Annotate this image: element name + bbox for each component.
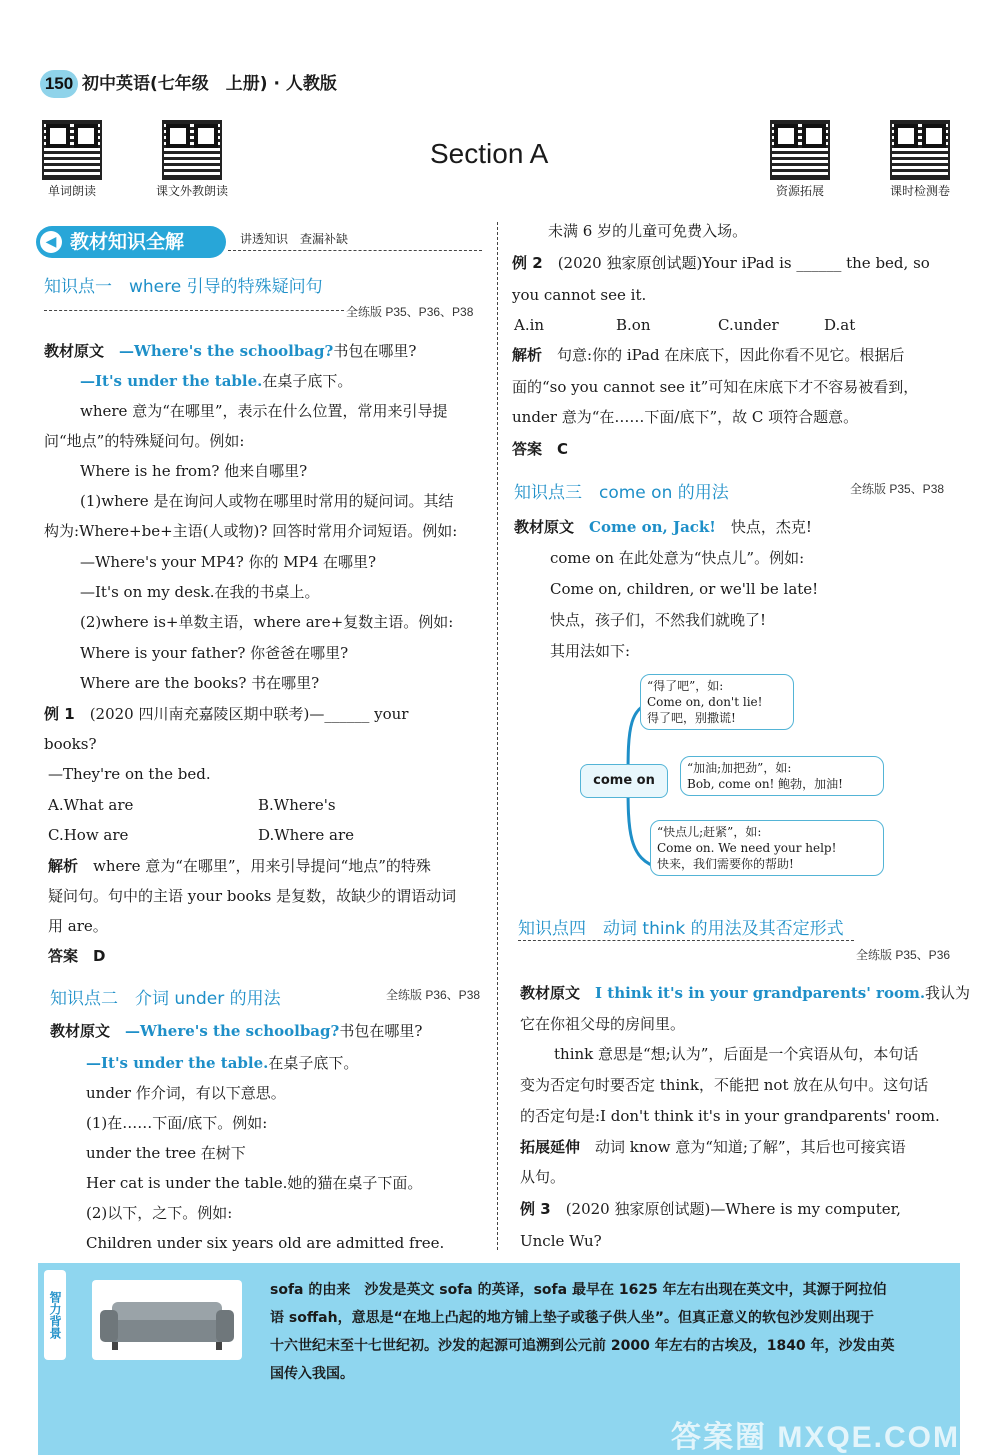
option: B.Where's <box>258 796 336 814</box>
diagram-center: come on <box>580 764 668 798</box>
text-line: —It's under the table.在桌子底下。 <box>80 372 353 390</box>
text-line: (1)在……下面/底下。例如: <box>86 1114 268 1132</box>
text-line: (2)以下，之下。例如: <box>86 1204 233 1222</box>
text-line: 教材原文 I think it's in your grandparents' room.我认为 <box>520 984 971 1002</box>
speaker-icon: ◀ <box>40 231 62 253</box>
text-line: 快点，孩子们，不然我们就晚了! <box>550 611 767 629</box>
text-line: under 意为“在……下面/底下”，故 C 项符合题意。 <box>512 408 859 426</box>
text-line: Where is your father? 你爸爸在哪里? <box>80 644 349 662</box>
qr-code-icon[interactable] <box>42 120 102 180</box>
text-line: —It's on my desk.在我的书桌上。 <box>80 583 320 601</box>
answer-line: 答案 C <box>512 440 569 458</box>
example-line: 例 3 (2020 独家原创试题)—Where is my computer, <box>520 1200 901 1218</box>
reference: 全练版 P35、P36、P38 <box>346 305 474 319</box>
text-line: Her cat is under the table.她的猫在桌子下面。 <box>86 1174 423 1192</box>
text-line: 面的“so you cannot see it”可知在床底下才不容易被看到， <box>512 378 919 396</box>
qr-label: 课时检测卷 <box>889 184 950 198</box>
book-title: 初中英语(七年级 上册) · 人教版 <box>82 74 337 94</box>
text-line: 从句。 <box>520 1168 566 1186</box>
text-line: Where is he from? 他来自哪里? <box>80 462 308 480</box>
divider <box>228 250 482 251</box>
background-text: 国传入我国。 <box>270 1366 354 1382</box>
example-line: 例 1 (2020 四川南充嘉陵区期中联考)—______ your <box>44 705 409 723</box>
text-line: 构为:Where+be+主语(人或物)? 回答时常用介词短语。例如: <box>44 522 458 540</box>
text-line: under 作介词，有以下意思。 <box>86 1084 286 1102</box>
qr-label: 单词朗读 <box>47 184 96 198</box>
text-line: 疑问句。句中的主语 your books 是复数，故缺少的谓语动词 <box>48 887 457 905</box>
text-line: Uncle Wu? <box>520 1232 602 1250</box>
option: A.What are <box>48 796 134 814</box>
banner-title: 教材知识全解 <box>70 231 185 253</box>
example-line: 例 2 (2020 独家原创试题)Your iPad is ______ the bed, so <box>512 254 930 272</box>
option: D.at <box>824 316 856 334</box>
option: B.on <box>616 316 651 334</box>
banner-subtitle: 讲透知识 查漏补缺 <box>240 232 349 246</box>
option: C.under <box>718 316 779 334</box>
usage-bubble: “快点儿;赶紧”，如: Come on. We need your help! 快来，我们需要你的帮助! <box>650 820 884 876</box>
text-line: Children under six years old are admitted free. <box>86 1234 445 1252</box>
text-line: 教材原文 —Where's the schoolbag?书包在哪里? <box>44 342 417 360</box>
background-text: 十六世纪末至十七世纪初。沙发的起源可追溯到公元前 2000 年左右的古埃及，1840 年，沙发由英 <box>270 1338 895 1354</box>
section-title: Section A <box>430 138 549 169</box>
text-line: 变为否定句时要否定 think，不能把 not 放在从句中。这句话 <box>520 1076 929 1094</box>
text-line: books? <box>44 735 97 753</box>
qr-label: 课文外教朗读 <box>155 184 228 198</box>
text-line: Where are the books? 书在哪里? <box>80 674 320 692</box>
text-line: 它在你祖父母的房间里。 <box>520 1015 686 1033</box>
text-line: 问“地点”的特殊疑问句。例如: <box>44 432 245 450</box>
analysis-line: 解析 where 意为“在哪里”，用来引导提问“地点”的特殊 <box>48 857 431 875</box>
text-line: Come on, children, or we'll be late! <box>550 580 819 598</box>
text-line: 拓展延伸 动词 know 意为“知道;了解”，其后也可接宾语 <box>520 1138 906 1156</box>
text-line: you cannot see it. <box>512 286 647 304</box>
analysis-line: 解析 句意:你的 iPad 在床底下，因此你看不见它。根据后 <box>512 346 905 364</box>
watermark: 答案圈 MXQE.COM <box>670 1421 960 1454</box>
usage-bubble: “加油;加把劲”，如: Bob, come on! 鲍勃，加油! <box>680 756 884 796</box>
text-line: 教材原文 Come on, Jack! 快点，杰克! <box>514 518 812 536</box>
text-line: (2)where is+单数主语，where are+复数主语。例如: <box>80 613 454 631</box>
qr-code-icon[interactable] <box>770 120 830 180</box>
text-line: 教材原文 —Where's the schoolbag?书包在哪里? <box>50 1022 423 1040</box>
text-line: 未满 6 岁的儿童可免费入场。 <box>548 222 748 240</box>
text-line: —It's under the table.在桌子底下。 <box>86 1054 359 1072</box>
text-line: —They're on the bed. <box>48 765 211 783</box>
text-line: under the tree 在树下 <box>86 1144 246 1162</box>
usage-bubble: “得了吧”，如: Come on, don't lie! 得了吧，别撒谎! <box>640 674 794 730</box>
divider <box>44 310 344 311</box>
text-line: where 意为“在哪里”，表示在什么位置，常用来引导提 <box>80 402 448 420</box>
option: C.How are <box>48 826 129 844</box>
reference: 全练版 P36、P38 <box>386 988 481 1002</box>
text-line: 用 are。 <box>48 917 108 935</box>
qr-label: 资源拓展 <box>775 184 824 198</box>
text-line: (1)where 是在询问人或物在哪里时常用的疑问词。其结 <box>80 492 454 510</box>
divider <box>518 940 854 941</box>
answer-line: 答案 D <box>48 947 106 965</box>
knowledge-heading: 知识点四 动词 think 的用法及其否定形式 <box>518 919 844 939</box>
reference: 全练版 P35、P38 <box>850 482 945 496</box>
text-line: 其用法如下: <box>550 642 631 660</box>
sofa-image <box>92 1280 242 1360</box>
background-text: sofa 的由来 沙发是英文 sofa 的英译，sofa 最早在 1625 年左右出现在英文中，其源于阿拉伯 <box>270 1282 887 1298</box>
qr-code-icon[interactable] <box>162 120 222 180</box>
column-divider <box>497 222 498 1250</box>
side-tag: 智力背景 <box>44 1270 66 1360</box>
background-text: 语 soffah，意思是“在地上凸起的地方铺上垫子或毯子供人坐”。但真正意义的软包沙发则出现于 <box>270 1310 874 1326</box>
text-line: come on 在此处意为“快点儿”。例如: <box>550 549 805 567</box>
sofa-icon <box>92 1280 242 1360</box>
text-line: 的否定句是:I don't think it's in your grandparents' room. <box>520 1107 940 1125</box>
option: D.Where are <box>258 826 355 844</box>
qr-code-icon[interactable] <box>890 120 950 180</box>
page-number: 150 <box>40 70 78 98</box>
reference: 全练版 P35、P36 <box>856 948 951 962</box>
knowledge-heading: 知识点一 where 引导的特殊疑问句 <box>44 277 323 297</box>
knowledge-heading: 知识点二 介词 under 的用法 <box>50 989 281 1009</box>
text-line: think 意思是“想;认为”，后面是一个宾语从句，本句话 <box>554 1045 919 1063</box>
knowledge-heading: 知识点三 come on 的用法 <box>514 483 729 503</box>
option: A.in <box>514 316 545 334</box>
text-line: —Where's your MP4? 你的 MP4 在哪里? <box>80 553 377 571</box>
